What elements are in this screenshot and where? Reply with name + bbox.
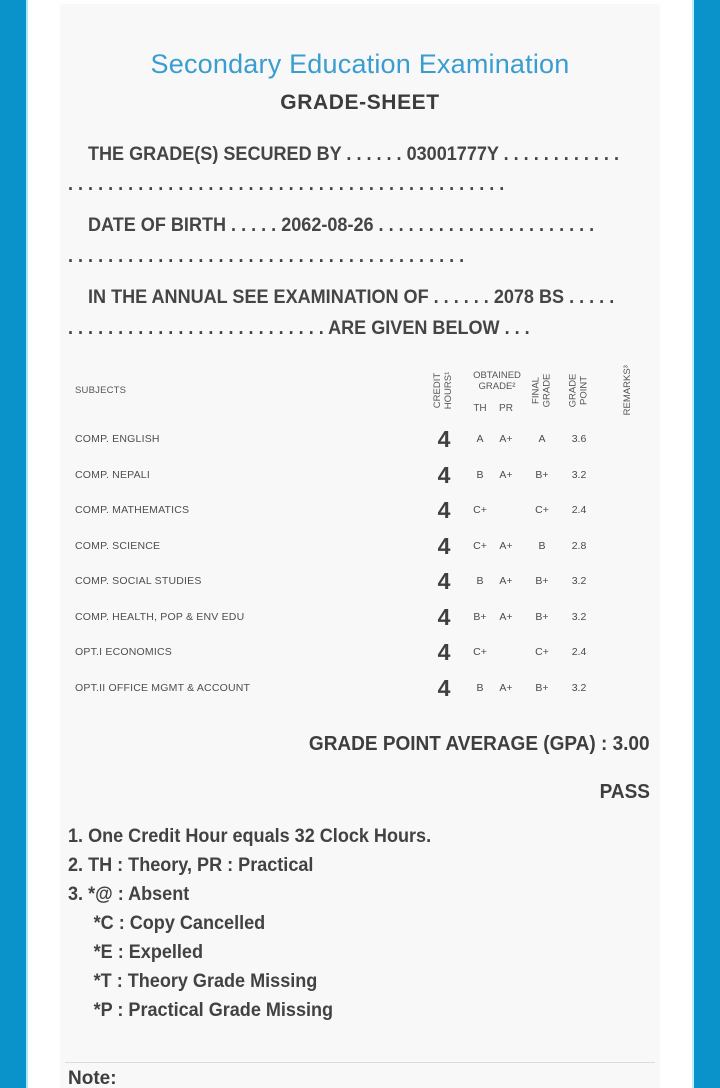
grade-point: 2.8 [571,539,587,552]
pr-grade: A+ [499,610,513,623]
result-status: PASS [599,781,650,803]
credit-hours-value: 4 [437,461,451,488]
table-row [60,671,660,707]
final-grade: C+ [535,504,549,516]
pr-grade: A+ [499,681,513,694]
credit-hours-value: 4 [437,426,451,452]
th-grade: B+ [473,610,487,623]
credit-hours-value: 4 [437,603,451,630]
credit-hours-value: 4 [437,639,451,665]
final-grade-line1: FINAL [530,376,542,404]
grade-point: 3.2 [571,575,587,587]
column-remarks [603,356,653,424]
grade-point: 2.4 [571,646,587,658]
obtained-grade-line2: GRADE² [478,381,516,392]
note-label: Note: [68,1068,117,1088]
footnote-copy-cancelled: *C : Copy Cancelled [93,913,266,934]
gpa-summary: GRADE POINT AVERAGE (GPA) : 3.00 [309,733,650,755]
final-grade: B [538,539,546,552]
table-row [60,529,660,565]
credit-hours-line2: HOURS¹ [442,371,454,409]
subject-name: OPT.I ECONOMICS [75,646,172,658]
credit-hours-line1: CREDIT [432,372,444,408]
column-subjects: SUBJECTS [75,384,127,396]
subject-name: COMP. SCIENCE [75,539,161,552]
table-row [60,600,660,636]
pr-grade: A+ [499,539,513,552]
credit-hours-value: 4 [437,497,451,523]
subject-name: OPT.II OFFICE MGMT & ACCOUNT [75,681,251,694]
grade-point-line2: POINT [577,375,589,405]
table-row [60,493,660,529]
footnote-practical-missing: *P : Practical Grade Missing [93,1000,334,1021]
final-grade: B+ [535,468,549,481]
grade-sheet-card [60,4,660,1088]
table-row [60,564,660,600]
table-header [60,356,660,424]
remarks-label: REMARKS³ [621,364,633,416]
final-grade: B+ [535,575,549,587]
subject-name: COMP. NEPALI [75,468,150,481]
pr-grade: A+ [499,433,513,445]
subject-name: COMP. HEALTH, POP & ENV EDU [75,610,245,623]
page-title: Secondary Education Examination [150,49,570,79]
th-grade: C+ [473,539,487,552]
final-grade: B+ [535,610,549,623]
note-divider [65,1062,655,1063]
grade-point: 3.2 [571,610,587,623]
th-grade: B [476,681,484,694]
final-grade: C+ [535,646,549,658]
footnote-expelled: *E : Expelled [93,942,204,963]
footnote-absent: 3. *@ : Absent [68,884,190,905]
grade-point-line1: GRADE [567,373,579,407]
footnote-theory-missing: *T : Theory Grade Missing [93,971,318,992]
date-of-birth-line: DATE OF BIRTH . . . . . 2062-08-26 . . . . . . . . . . . . . . . . . . . . . . [88,215,595,236]
subject-name: COMP. ENGLISH [75,433,160,445]
th-grade: C+ [473,646,487,658]
subject-name: COMP. MATHEMATICS [75,504,190,516]
pr-grade: A+ [499,468,513,481]
secured-by-dots: . . . . . . . . . . . . . . . . . . . . . . . . . . . . . . . . . . . . . . . . . . . . [68,174,505,195]
footnote-th-pr: 2. TH : Theory, PR : Practical [68,855,314,876]
final-grade-line2: GRADE [540,373,552,407]
credit-hours-value: 4 [437,568,451,594]
column-pr: PR [499,403,513,414]
left-page-border [0,0,28,1088]
column-grade-point [559,356,599,424]
pr-grade: A+ [499,575,513,587]
footnotes [68,822,450,1025]
grade-point: 3.2 [571,468,587,481]
right-page-border [692,0,720,1088]
column-final-grade [522,356,562,424]
page-subtitle: GRADE-SHEET [280,91,440,114]
subject-name: COMP. SOCIAL STUDIES [75,575,202,587]
th-grade: A [476,433,484,445]
th-grade: B [476,575,484,587]
grade-point: 3.6 [571,433,587,445]
secured-by-line: THE GRADE(S) SECURED BY . . . . . . 03001777Y . . . . . . . . . . . . [88,144,619,165]
credit-hours-value: 4 [437,674,451,701]
exam-year-line: IN THE ANNUAL SEE EXAMINATION OF . . . . . . 2078 BS . . . . . [88,287,615,308]
grade-point: 2.4 [571,504,587,516]
are-given-below-line: . . . . . . . . . . . . . . . . . . . . . . . . . . ARE GIVEN BELOW . . . [68,318,530,339]
footnote-credit-hour: 1. One Credit Hour equals 32 Clock Hours. [68,826,432,847]
date-of-birth-dots: . . . . . . . . . . . . . . . . . . . . . . . . . . . . . . . . . . . . . . . . [68,246,465,267]
table-body [60,422,660,706]
table-row [60,635,660,671]
credit-hours-value: 4 [437,532,451,559]
final-grade: A [538,433,546,445]
th-grade: B [476,468,484,481]
table-row [60,458,660,494]
grade-point: 3.2 [571,681,587,694]
th-grade: C+ [473,504,487,516]
final-grade: B+ [535,681,549,694]
obtained-grade-line1: OBTAINED [473,370,521,381]
table-row [60,422,660,458]
column-th: TH [473,403,487,414]
